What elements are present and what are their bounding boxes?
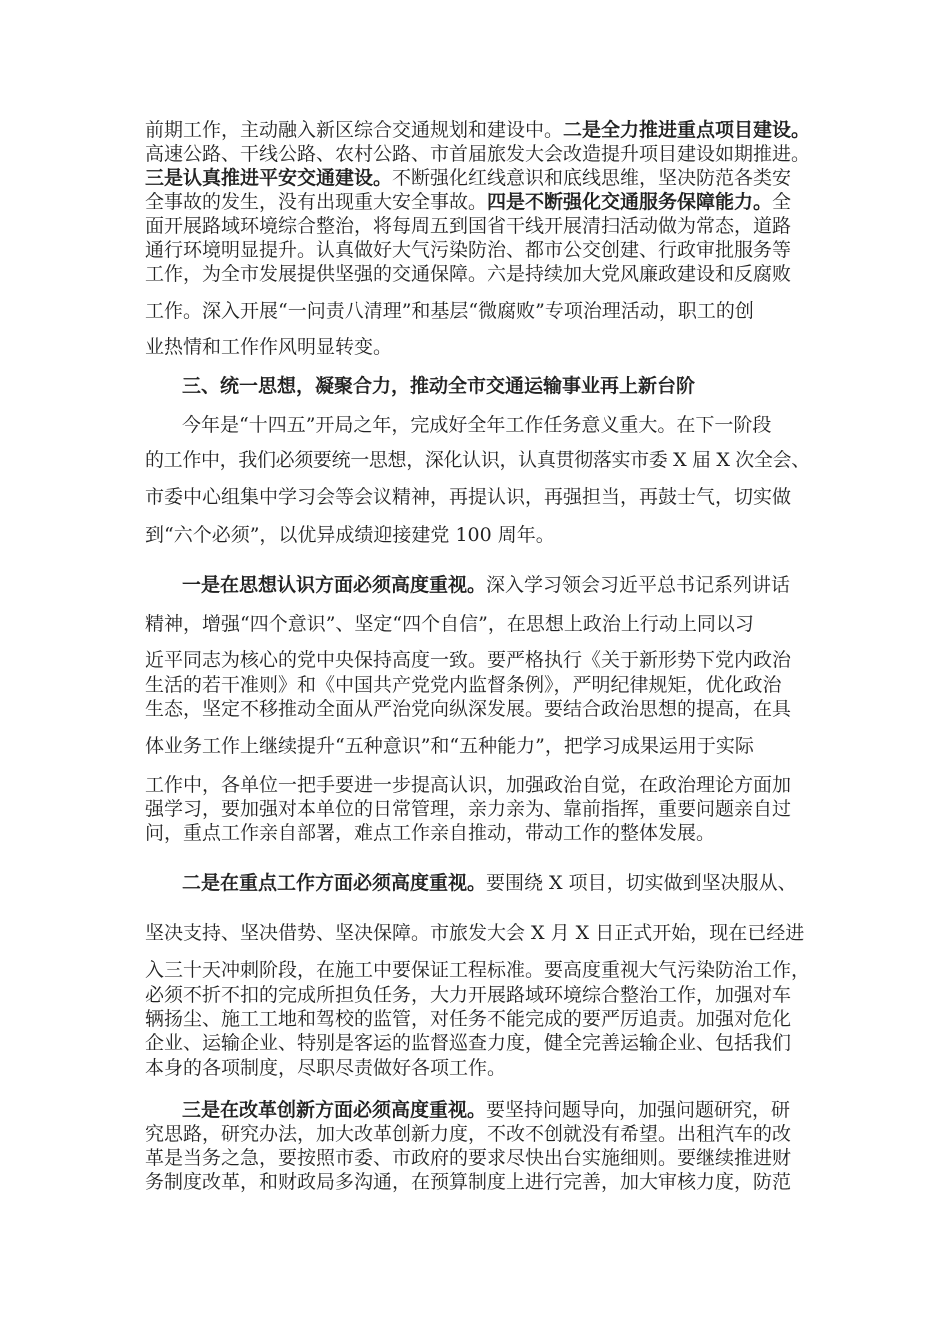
paragraph-line: [145, 118, 810, 142]
text-run: 坚决支持、坚决借势、坚决保障。市旅发大会 X 月 X 日正式开始，现在已经进: [145, 922, 805, 944]
text-run: 业热情和工作作风明显转变。: [145, 336, 393, 358]
text-run: 必须不折不扣的完成所担负任务，大力开展路域环境综合整治工作，加强对车: [145, 984, 792, 1006]
paragraph-line: [145, 1007, 810, 1031]
text-run: 不断强化红线意识和底线思维，坚决防范各类安: [392, 167, 792, 189]
text-run: 面开展路域环境综合整治，将每周五到国省干线开展清扫活动做为常态，道路: [145, 215, 792, 237]
text-run: 到“六个必须”，以优异成绩迎接建党 100 周年。: [145, 524, 555, 546]
text-run: 工作中，各单位一把手要进一步提高认识，加强政治自觉，在政治理论方面加: [145, 774, 792, 796]
paragraph-line: [182, 871, 810, 895]
paragraph-line: [145, 1056, 810, 1080]
text-run: 要围绕 X 项目，切实做到坚决服从、: [486, 872, 797, 894]
text-run: 生活的若干准则》和《中国共产党党内监督条例》，严明纪律规矩，优化政治: [145, 674, 782, 696]
paragraph-line: [145, 190, 810, 214]
text-run: 全: [772, 191, 792, 213]
text-run: 入三十天冲刺阶段，在施工中要保证工程标准。要高度重视大气污染防治工作，: [145, 959, 811, 981]
paragraph-line: [145, 797, 810, 821]
text-run: 革是当务之急，要按照市委、市政府的要求尽快出台实施细则。要继续推进财: [145, 1147, 792, 1169]
paragraph-line: [145, 612, 810, 636]
bold-lead-phrase: 三是认真推进平安交通建设。: [145, 167, 393, 189]
text-run: 的工作中，我们必须要统一思想，深化认识，认真贯彻落实市委 X 届 X 次全会、: [145, 449, 810, 471]
paragraph-line: [145, 1031, 810, 1055]
text-run: 要坚持问题导向，加强问题研究，研: [486, 1099, 791, 1121]
paragraph-line: [145, 773, 810, 797]
paragraph-line: [145, 958, 810, 982]
text-run: 务制度改革，和财政局多沟通，在预算制度上进行完善，加大审核力度，防范: [145, 1171, 792, 1193]
paragraph-line: [145, 448, 810, 472]
text-run: 体业务工作上继续提升“五种意识”和“五种能力”，把学习成果运用于实际: [145, 735, 754, 757]
text-run: 通行环境明显提升。认真做好大气污染防治、都市公交创建、行政审批服务等: [145, 239, 792, 261]
text-run: 企业、运输企业、特别是客运的监督巡查力度，健全完善运输企业、包括我们: [145, 1032, 792, 1054]
text-run: 辆扬尘、施工工地和驾校的监管，对任务不能完成的要严厉追责。加强对危化: [145, 1008, 792, 1030]
paragraph-line: [145, 214, 810, 238]
paragraph-line: [145, 1146, 810, 1170]
paragraph-line: [145, 697, 810, 721]
paragraph-line: [145, 673, 810, 697]
paragraph-line: [145, 523, 810, 547]
text-run: 今年是“十四五”开局之年，完成好全年工作任务意义重大。在下一阶段: [182, 414, 772, 436]
paragraph-line: [145, 238, 810, 262]
paragraph-line: [182, 1098, 810, 1122]
paragraph-line: [145, 262, 810, 286]
text-run: 深入学习领会习近平总书记系列讲话: [486, 574, 791, 596]
paragraph-line: [145, 1170, 810, 1194]
text-run: 工作，为全市发展提供坚强的交通保障。六是持续加大党风廉政建设和反腐败: [145, 263, 792, 285]
paragraph-line: [145, 485, 810, 509]
paragraph-line: [145, 142, 810, 166]
text-run: 市委中心组集中学习会等会议精神，再提认识，再强担当，再鼓士气，切实做: [145, 486, 792, 508]
bold-lead-phrase: 三是在改革创新方面必须高度重视。: [182, 1099, 487, 1121]
bold-lead-phrase: 二是全力推进重点项目建设。: [563, 119, 811, 141]
text-run: 工作。深入开展“一问责八清理”和基层“微腐败”专项治理活动，职工的创: [145, 300, 754, 322]
bold-lead-phrase: 二是在重点工作方面必须高度重视。: [182, 872, 487, 894]
section-heading: [182, 374, 695, 398]
paragraph-line: [145, 983, 810, 1007]
paragraph-line: [145, 921, 810, 945]
paragraph-line: [182, 413, 810, 437]
text-run: 问，重点工作亲自部署，难点工作亲自推动，带动工作的整体发展。: [145, 822, 716, 844]
paragraph-line: [145, 734, 810, 758]
text-run: 高速公路、干线公路、农村公路、市首届旅发大会改造提升项目建设如期推进。: [145, 143, 811, 165]
text-run: 究思路，研究办法，加大改革创新力度，不改不创就没有希望。出租汽车的改: [145, 1123, 792, 1145]
text-run: 生态，坚定不移推动全面从严治党向纵深发展。要结合政治思想的提高，在具: [145, 698, 792, 720]
bold-lead-phrase: 一是在思想认识方面必须高度重视。: [182, 574, 487, 596]
paragraph-line: [145, 299, 810, 323]
paragraph-line: [182, 573, 810, 597]
text-run: 全事故的发生，没有出现重大安全事故。: [145, 191, 488, 213]
paragraph-line: [145, 335, 810, 359]
text-run: 近平同志为核心的党中央保持高度一致。要严格执行《关于新形势下党内政治: [145, 649, 792, 671]
paragraph-line: [145, 1122, 810, 1146]
bold-lead-phrase: 四是不断强化交通服务保障能力。: [487, 191, 773, 213]
bold-lead-phrase: 三、统一思想，凝聚合力，推动全市交通运输事业再上新台阶: [182, 375, 696, 397]
text-run: 精神，增强“四个意识”、坚定“四个自信”，在思想上政治上行动上同以习: [145, 613, 754, 635]
paragraph-line: [145, 648, 810, 672]
text-run: 强学习，要加强对本单位的日常管理，亲力亲为、靠前指挥，重要问题亲自过: [145, 798, 792, 820]
text-run: 前期工作，主动融入新区综合交通规划和建设中。: [145, 119, 564, 141]
paragraph-line: [145, 166, 810, 190]
text-run: 本身的各项制度，尽职尽责做好各项工作。: [145, 1057, 507, 1079]
paragraph-line: [145, 821, 810, 845]
